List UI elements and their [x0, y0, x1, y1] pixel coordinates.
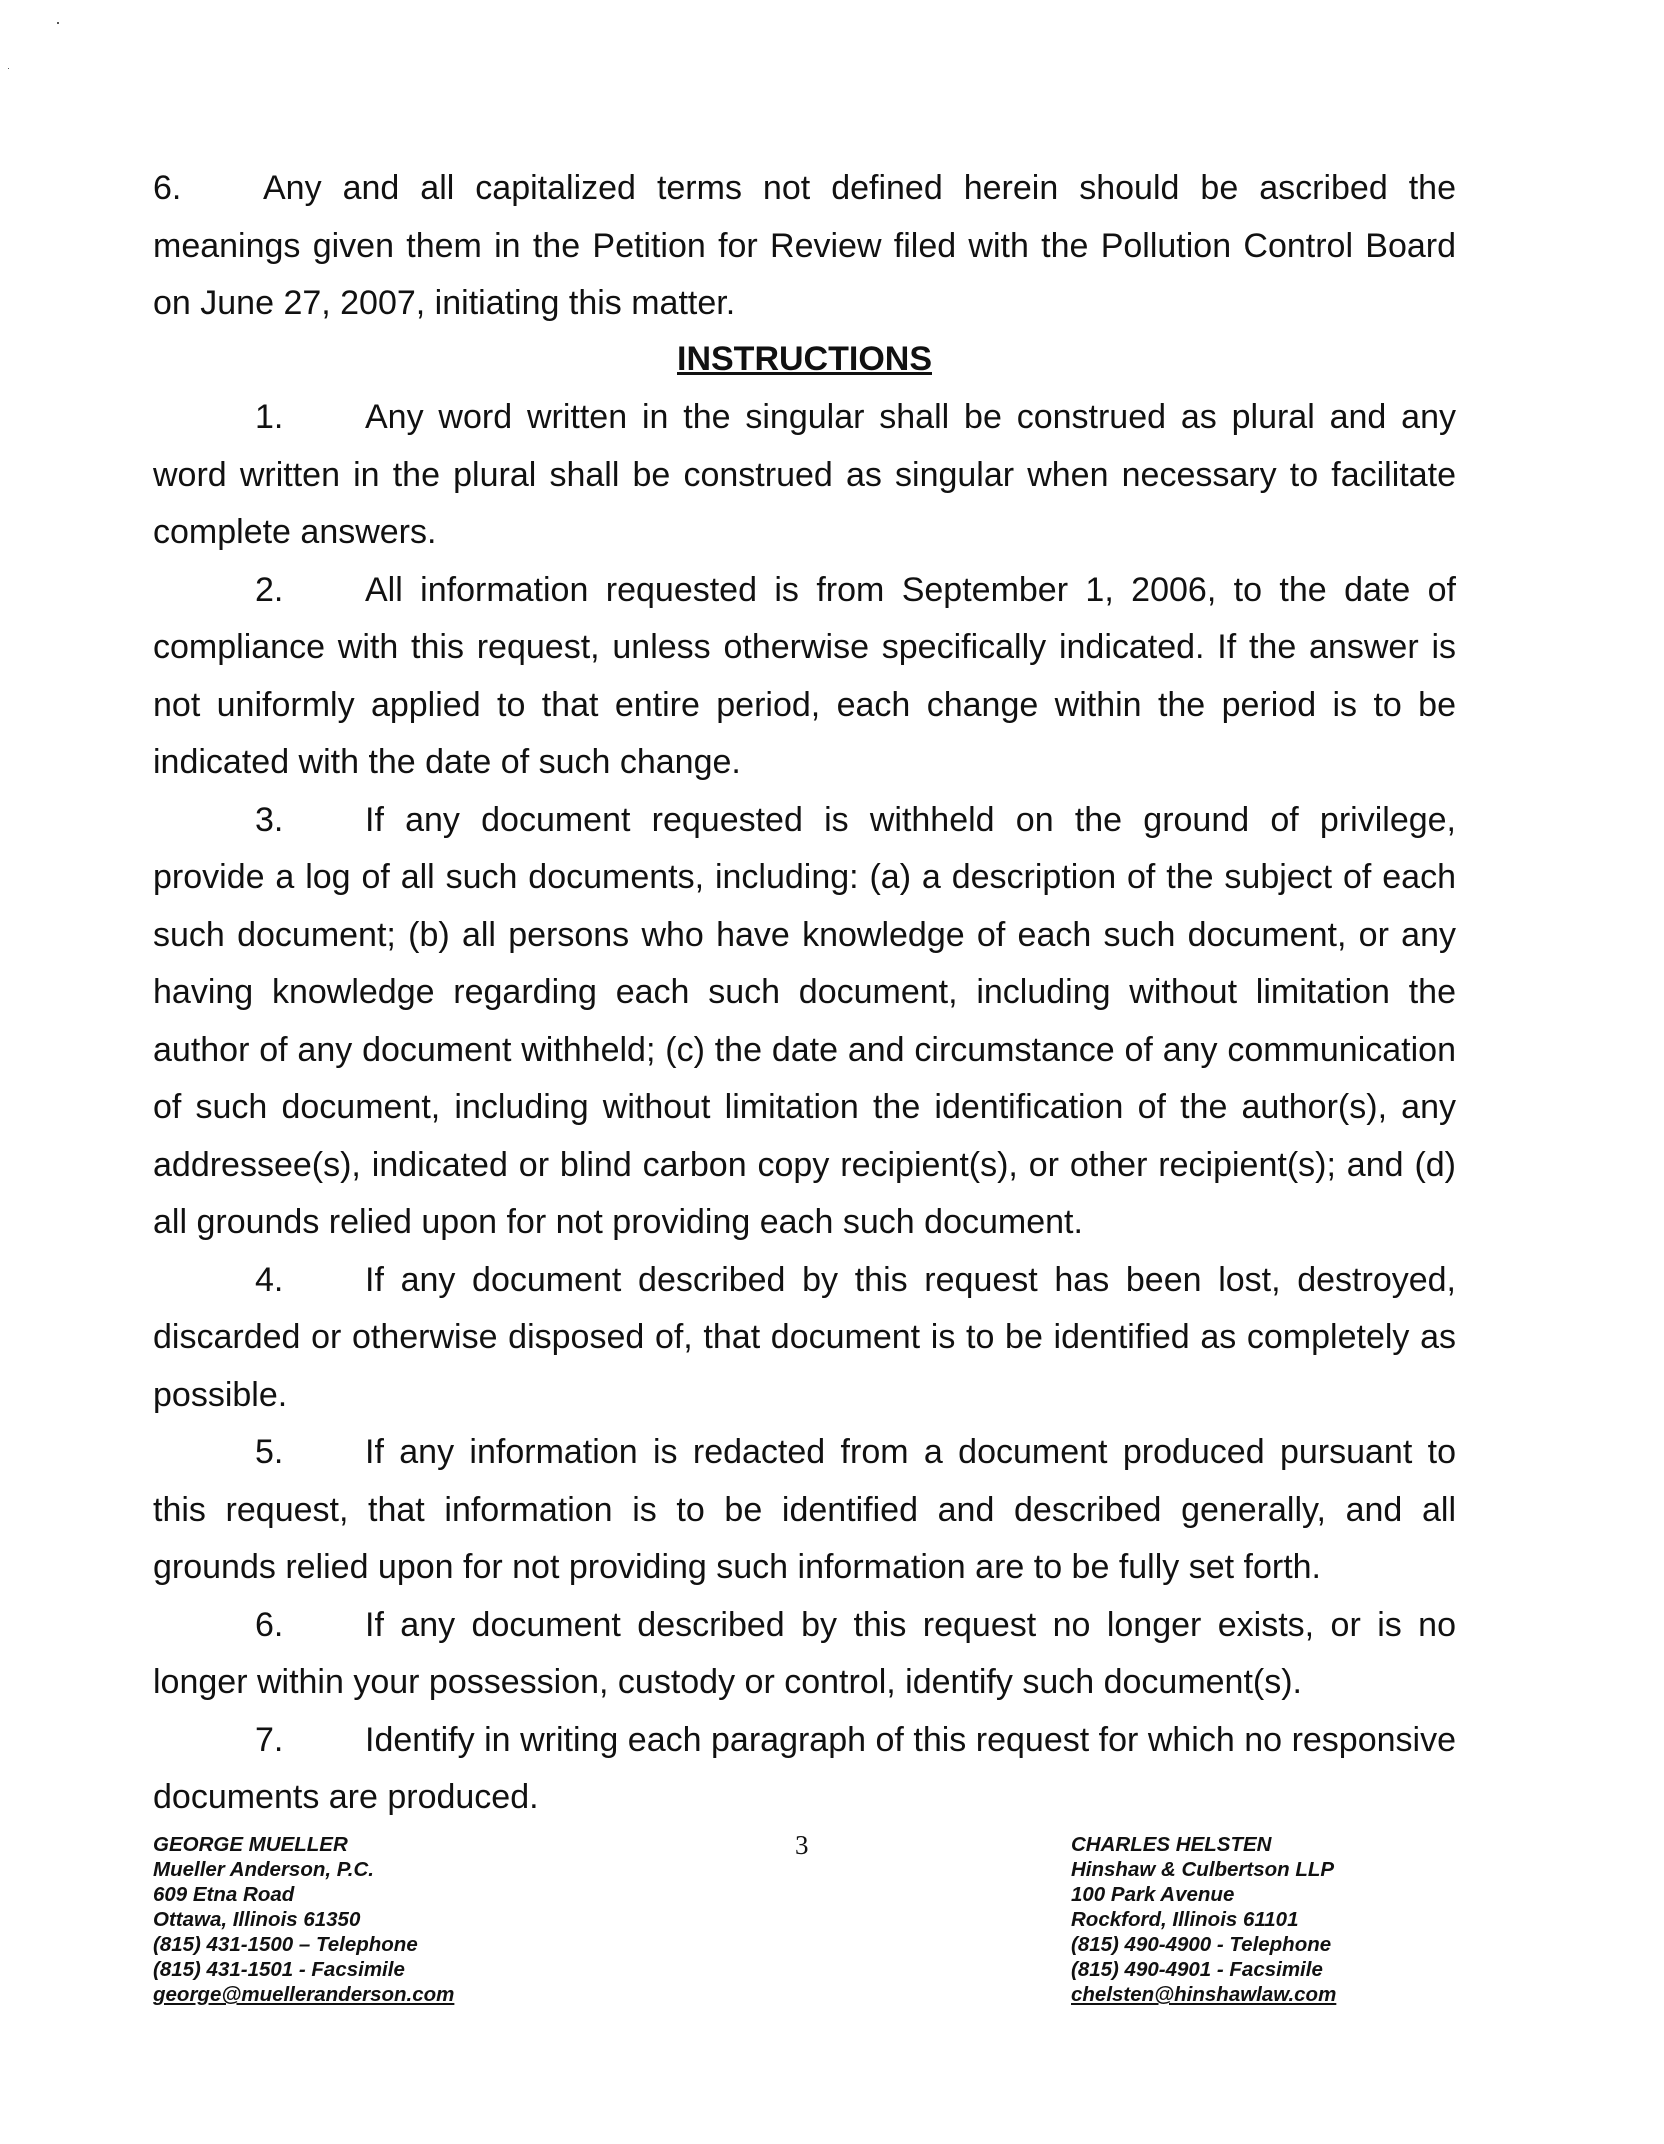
instruction-text: If any document described by this request no longer exists, or is no longer within your possession, custody or control, identify such document(s). — [153, 1605, 1456, 1701]
instruction-number: 4. — [255, 1260, 284, 1299]
attorney-name: GEORGE MUELLER — [153, 1833, 348, 1856]
attorney-city: Ottawa, Illinois 61350 — [153, 1908, 361, 1931]
attorney-phone: (815) 490-4900 - Telephone — [1071, 1933, 1332, 1956]
instruction-number: 1. — [255, 398, 284, 436]
paragraph-text: Any and all capitalized terms not defined herein should be ascribed the meanings given them in the Petition for Review filed with the Pollution Control Board on June 27, 2007, initiating this matter. — [153, 169, 1456, 322]
section-heading: INSTRUCTIONS — [677, 340, 932, 378]
instruction-number: 2. — [255, 570, 284, 609]
attorney-street: 100 Park Avenue — [1071, 1883, 1235, 1906]
attorney-email-link[interactable]: chelsten@hinshawlaw.com — [1071, 1983, 1337, 2006]
instruction-item — [153, 792, 1456, 1252]
footer-attorney-left — [153, 1832, 454, 2007]
attorney-firm: Hinshaw & Culbertson LLP — [1071, 1858, 1335, 1881]
instruction-item — [153, 562, 1456, 792]
intro-paragraph — [153, 160, 1456, 333]
instruction-number: 6. — [255, 1605, 284, 1644]
paragraph-number: 6. — [153, 169, 182, 207]
instruction-text: If any document requested is withheld on the ground of privilege, provide a log of all such documents, including: (a) a description of the subject of each such document; (b) all persons who have knowledge of each such document, or any having knowledge regarding each such document, including without limitation the author of any document withheld; (c) the date and circumstance of any communication of such document, including without limitation the identification of the author(s), any addressee(s), indicated or blind carbon copy recipient(s), or other recipient(s); and (d) all grounds relied upon for not providing each such document. — [153, 800, 1456, 1241]
instruction-item — [153, 1597, 1456, 1712]
instruction-number: 7. — [255, 1720, 284, 1759]
attorney-name: CHARLES HELSTEN — [1071, 1833, 1272, 1856]
instruction-text: All information requested is from September 1, 2006, to the date of compliance with this request, unless otherwise specifically indicated. If the answer is not uniformly applied to that entire period, each change within the period is to be indicated with the date of such change. — [153, 570, 1456, 781]
attorney-fax: (815) 490-4901 - Facsimile — [1071, 1958, 1323, 1981]
attorney-street: 609 Etna Road — [153, 1883, 295, 1906]
instruction-item — [153, 1712, 1456, 1827]
scan-speck — [8, 68, 9, 69]
attorney-fax: (815) 431-1501 - Facsimile — [153, 1958, 405, 1981]
instruction-number: 3. — [255, 800, 284, 839]
instruction-text: Any word written in the singular shall be construed as plural and any word written in the plural shall be construed as singular when necessary to facilitate complete answers. — [153, 398, 1456, 551]
instruction-text: If any document described by this request has been lost, destroyed, discarded or otherwise disposed of, that document is to be identified as completely as possible. — [153, 1260, 1456, 1414]
instruction-item — [153, 389, 1456, 562]
footer-attorney-right — [1071, 1832, 1336, 2007]
attorney-firm: Mueller Anderson, P.C. — [153, 1858, 374, 1881]
attorney-phone: (815) 431-1500 – Telephone — [153, 1933, 418, 1956]
scan-speck — [57, 22, 59, 24]
instructions-list — [153, 389, 1456, 1827]
instruction-number: 5. — [255, 1433, 284, 1471]
page-number: 3 — [795, 1830, 809, 1860]
instruction-item — [153, 1424, 1456, 1597]
attorney-city: Rockford, Illinois 61101 — [1071, 1908, 1299, 1931]
instruction-item — [153, 1252, 1456, 1425]
instruction-text: If any information is redacted from a document produced pursuant to this request, that information is to be identified and described generally, and all grounds relied upon for not providing such information are to be fully set forth. — [153, 1433, 1456, 1586]
instruction-text: Identify in writing each paragraph of this request for which no responsive documents are produced. — [153, 1720, 1456, 1816]
attorney-email-link[interactable]: george@muelleranderson.com — [153, 1983, 455, 2006]
